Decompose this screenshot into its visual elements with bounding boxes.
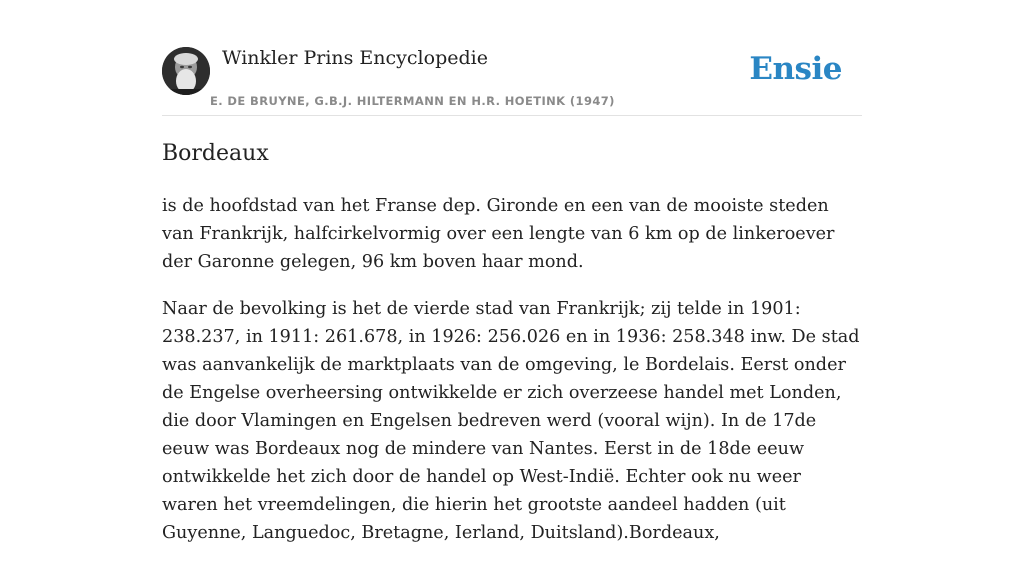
page-container: [162, 0, 862, 543]
entry-body: [162, 192, 862, 566]
encyclopedia-title[interactable]: Winkler Prins Encyclopedie: [222, 47, 488, 69]
ensie-logo[interactable]: Ensie: [749, 51, 842, 87]
entry-title: Bordeaux: [162, 141, 269, 166]
paragraph: is de hoofdstad van het Franse dep. Gironde en een van de mooiste steden van Frankrijk, halfcirkelvormig over een lengte van 6 km op de linkeroever der Garonne gelegen, 96 km boven haar mond.: [162, 196, 835, 272]
header: [162, 0, 862, 116]
paragraph: Naar de bevolking is het de vierde stad van Frankrijk; zij telde in 1901: 238.237, in 1911: 261.678, in 1926: 256.026 en in 1936: 258.348 inw. De stad was aanvankelijk de marktplaats van de omgeving, le Bordelais. Eerst onder de Engelse overheersing ontwikkelde er zich overzeese handel met Londen, die door Vlamingen en Engelsen bedreven werd (vooral wijn). In de 17de eeuw was Bordeaux nog de mindere van Nantes. Eerst in de 18de eeuw ontwikkelde het zich door de handel op West-Indië. Echter ook nu weer waren het vreemdelingen, die hierin het grootste aandeel hadden (uit Guyenne, Languedoc, Bretagne, Ierland, Duitsland).Bordeaux,: [162, 299, 860, 543]
author-portrait-icon[interactable]: [162, 47, 210, 95]
portrait-image: [162, 47, 210, 95]
authors-line: E. DE BRUYNE, G.B.J. HILTERMANN EN H.R. HOETINK (1947): [210, 94, 615, 108]
